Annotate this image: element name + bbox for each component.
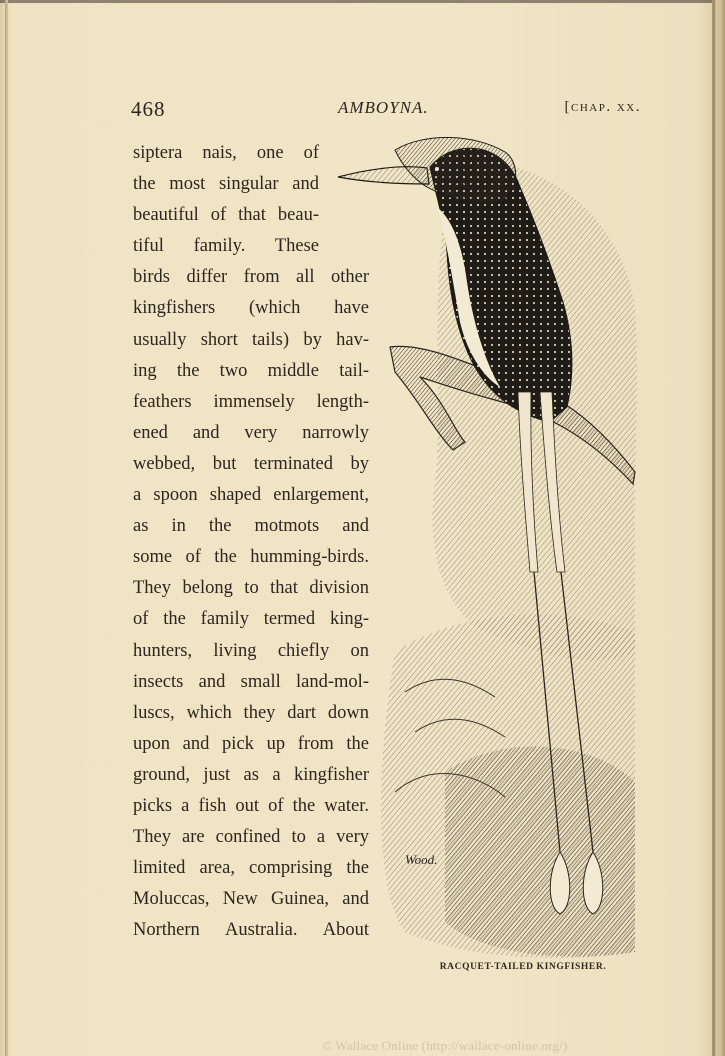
text-line: feathers immensely length- xyxy=(133,391,369,412)
text-line: They belong to that division xyxy=(133,578,369,599)
engraver-signature: Wood. xyxy=(405,852,438,867)
text-line: beautiful of that beau- xyxy=(133,205,319,226)
kingfisher-illustration-icon xyxy=(335,132,645,962)
text-line: birds differ from all other xyxy=(133,267,369,288)
text-line: siptera nais, one of xyxy=(133,143,319,163)
text-line: ground, just as a kingfisher xyxy=(133,764,369,785)
text-line: insects and small land-mol- xyxy=(133,671,369,692)
text-line: Moluccas, New Guinea, and xyxy=(133,889,369,910)
page-left-edge xyxy=(5,0,8,1056)
text-line: ened and very narrowly xyxy=(133,422,369,443)
text-line: Northern Australia. About xyxy=(133,920,369,941)
body-text xyxy=(133,138,369,946)
text-line: tiful family. These xyxy=(133,236,319,257)
text-line: limited area, comprising the xyxy=(133,858,369,879)
page-number: 468 xyxy=(131,97,166,121)
figure-caption: RACQUET-TAILED KINGFISHER. xyxy=(439,962,607,972)
text-line: picks a fish out of the water. xyxy=(133,795,369,816)
chapter-label: [chap. xx. xyxy=(564,99,641,115)
running-head xyxy=(131,97,641,121)
text-line: the most singular and xyxy=(133,174,319,195)
running-title: AMBOYNA. xyxy=(338,98,429,117)
text-line: luscs, which they dart down xyxy=(133,702,369,723)
page-top-shadow xyxy=(0,0,725,3)
text-line: webbed, but terminated by xyxy=(133,453,369,474)
text-line: ing the two middle tail- xyxy=(133,360,369,381)
kingfisher-engraving xyxy=(335,132,645,962)
text-line: a spoon shaped enlargement, xyxy=(133,485,369,506)
text-line: of the family termed king- xyxy=(133,609,369,630)
text-line: usually short tails) by hav- xyxy=(133,329,369,350)
text-line: as in the motmots and xyxy=(133,516,369,537)
text-line: upon and pick up from the xyxy=(133,733,369,754)
text-line: They are confined to a very xyxy=(133,827,369,848)
text-line: some of the humming-birds. xyxy=(133,547,369,568)
page-gutter-edge xyxy=(712,0,725,1056)
watermark: © Wallace Online (http://wallace-online.org/) xyxy=(322,1038,568,1053)
text-line: hunters, living chiefly on xyxy=(133,640,369,661)
text-line: kingfishers (which have xyxy=(133,298,369,319)
